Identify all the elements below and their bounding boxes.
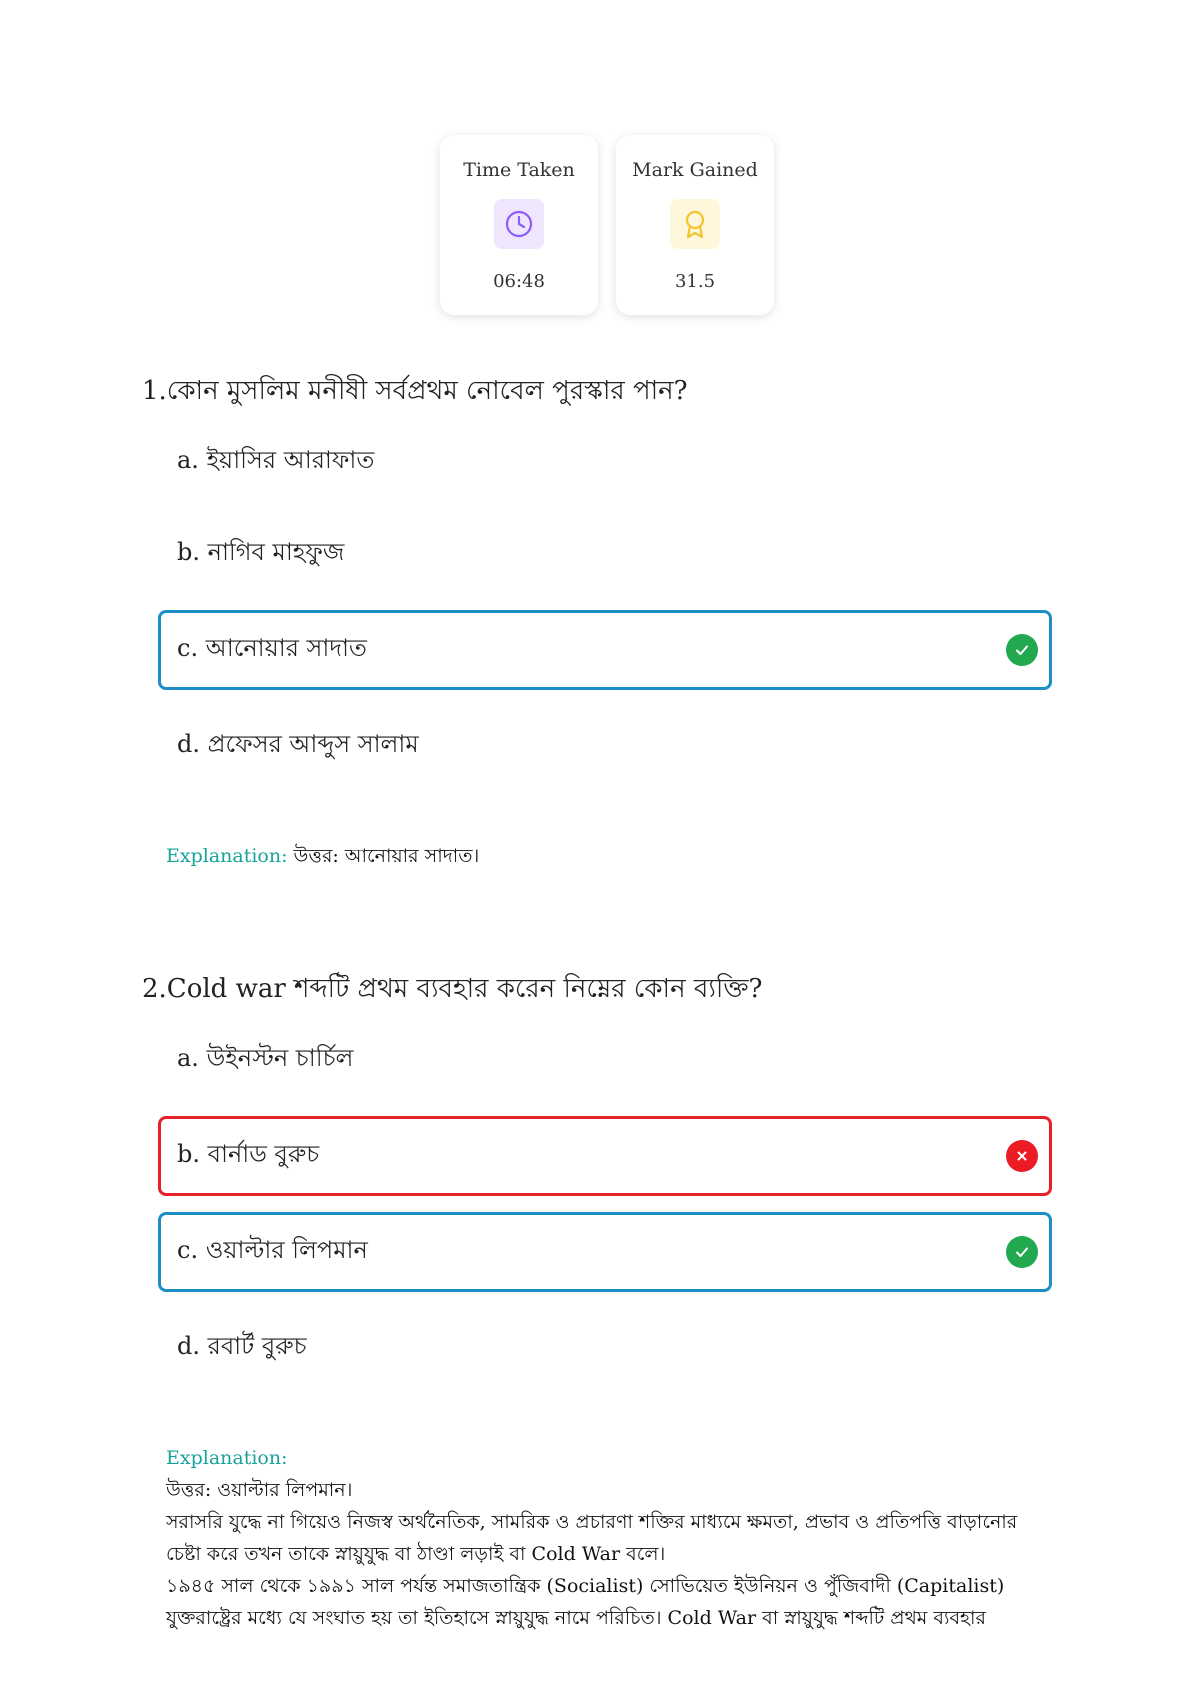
option-label: b. নাগিব মাহফুজ: [177, 538, 345, 566]
question-2-text: 2.Cold war শব্দটি প্রথম ব্যবহার করেন নিম্নের কোন ব্যক্তি?: [142, 974, 763, 1004]
question-2-option-a[interactable]: [158, 1020, 1052, 1100]
question-1-explanation: [166, 840, 1046, 872]
time-taken-label: Time Taken: [463, 159, 575, 181]
explanation-line: সরাসরি যুদ্ধে না গিয়েও নিজস্ব অর্থনৈতিক, সামরিক ও প্রচারণা শক্তির মাধ্যমে ক্ষমতা, প্রভাব ও প্রতিপত্তি বাড়ানোর: [166, 1511, 1018, 1533]
mark-gained-label: Mark Gained: [632, 159, 758, 181]
explanation-line: উত্তর: ওয়াল্টার লিপমান।: [166, 1479, 353, 1501]
option-label: c. ওয়াল্টার লিপমান: [177, 1236, 368, 1264]
check-circle-icon: [1006, 634, 1038, 666]
question-2-option-c[interactable]: [158, 1212, 1052, 1292]
question-1-option-d[interactable]: [158, 706, 1052, 786]
mark-gained-value: 31.5: [674, 271, 716, 292]
question-1-text: 1.কোন মুসলিম মনীষী সর্বপ্রথম নোবেল পুরস্কার পান?: [142, 376, 688, 406]
question-2-option-b[interactable]: [158, 1116, 1052, 1196]
time-taken-value: 06:48: [493, 271, 545, 292]
x-circle-icon: [1006, 1140, 1038, 1172]
option-label: c. আনোয়ার সাদাত: [177, 634, 367, 662]
question-1-option-a[interactable]: [158, 422, 1052, 502]
question-2-option-d[interactable]: [158, 1308, 1052, 1388]
award-icon: [670, 199, 720, 249]
question-1-option-b[interactable]: [158, 514, 1052, 594]
option-label: d. রবার্ট বুরুচ: [177, 1332, 307, 1360]
option-label: d. প্রফেসর আব্দুস সালাম: [177, 730, 419, 758]
check-circle-icon: [1006, 1236, 1038, 1268]
option-label: a. উইনস্টন চার্চিল: [177, 1044, 354, 1072]
question-1-option-c[interactable]: [158, 610, 1052, 690]
clock-icon: [494, 199, 544, 249]
mark-gained-card: [616, 135, 774, 315]
question-2-explanation: [166, 1442, 1046, 1634]
explanation-label: Explanation:: [166, 1447, 288, 1469]
explanation-label: Explanation:: [166, 845, 288, 867]
time-taken-card: [440, 135, 598, 315]
explanation-line: যুক্তরাষ্ট্রের মধ্যে যে সংঘাত হয় তা ইতিহাসে স্নায়ুযুদ্ধ নামে পরিচিত। Cold War বা স্নায়ুযুদ্ধ শব্দটি প্রথম ব্যবহার: [166, 1607, 986, 1629]
explanation-text: উত্তর: আনোয়ার সাদাত।: [287, 845, 480, 867]
option-label: b. বার্নাড বুরুচ: [177, 1140, 320, 1168]
result-stats: [440, 135, 774, 315]
option-label: a. ইয়াসির আরাফাত: [177, 446, 375, 474]
explanation-line: চেষ্টা করে তখন তাকে স্নায়ুযুদ্ধ বা ঠাণ্ডা লড়াই বা Cold War বলে।: [166, 1543, 666, 1565]
explanation-line: ১৯৪৫ সাল থেকে ১৯৯১ সাল পর্যন্ত সমাজতান্ত্রিক (Socialist) সোভিয়েত ইউনিয়ন ও পুঁজিবাদী (Capitalist): [166, 1575, 1005, 1597]
